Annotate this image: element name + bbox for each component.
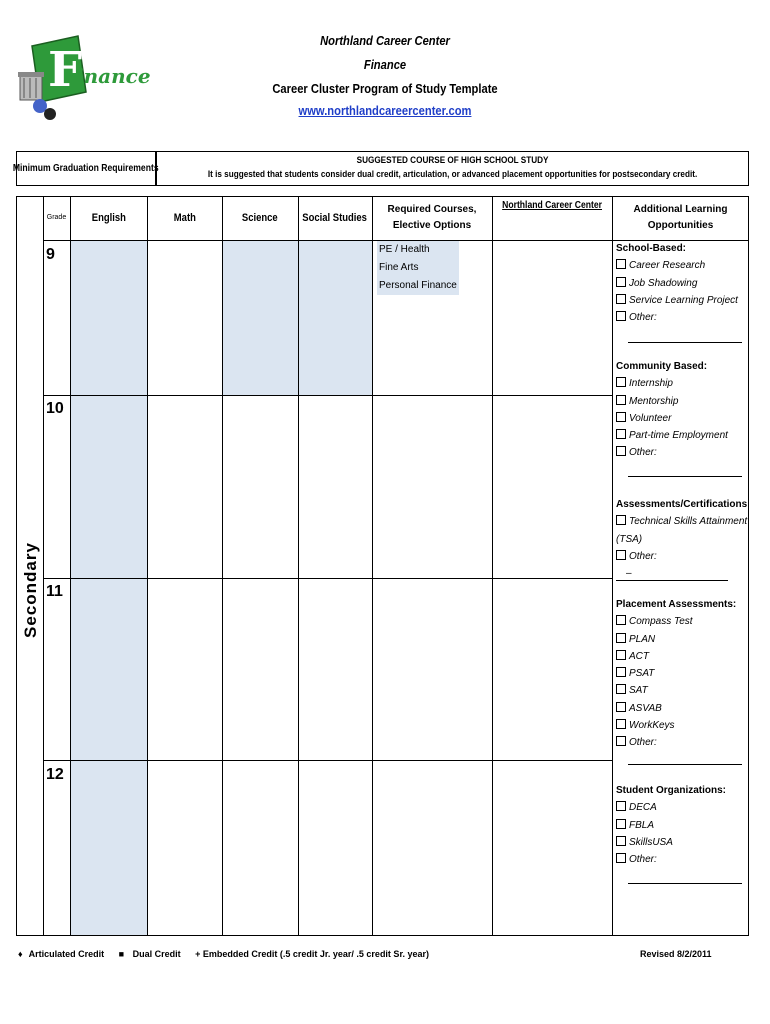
community-based-section <box>616 358 728 462</box>
checkbox-icon[interactable] <box>616 650 626 660</box>
org-name: Northland Career Center <box>320 33 450 48</box>
checkbox-label: Mentorship <box>629 395 679 407</box>
checkbox-label: SAT <box>629 685 648 697</box>
additional-label: Additional Learning Opportunities <box>633 204 728 231</box>
checkbox-label: Volunteer <box>629 412 672 424</box>
write-in-line[interactable] <box>628 764 742 765</box>
required-course: PE / Health <box>377 241 459 259</box>
col-header-northland <box>492 196 612 240</box>
checkbox-item[interactable] <box>616 444 728 461</box>
checkbox-icon[interactable] <box>616 801 626 811</box>
checkbox-label: Internship <box>629 378 673 390</box>
checkbox-icon[interactable] <box>616 446 626 456</box>
required-label: Required Courses, Elective Options <box>387 204 477 231</box>
grid-line <box>43 760 612 761</box>
checkbox-item[interactable] <box>616 393 728 410</box>
required-course: Fine Arts <box>377 259 459 277</box>
write-in-line[interactable] <box>616 580 728 581</box>
social-fill-9 <box>298 240 372 395</box>
checkbox-label: WorkKeys <box>629 720 675 732</box>
section-heading: School-Based: <box>616 243 687 254</box>
checkbox-label: Compass Test <box>629 616 693 628</box>
checkbox-label: FBLA <box>629 819 655 831</box>
checkbox-item[interactable] <box>616 257 738 274</box>
student-orgs-section <box>616 782 726 868</box>
grade-12: 12 <box>46 766 64 783</box>
suggested-note: It is suggested that students consider dual credit, articulation, or advanced placement opportunities for postsecondary credit. <box>207 169 698 180</box>
template-title: Career Cluster Program of Study Template <box>272 81 498 96</box>
checkbox-item[interactable] <box>616 292 738 309</box>
grade-9: 9 <box>46 246 55 263</box>
checkbox-label: Service Learning Project <box>629 294 738 306</box>
col-header-additional <box>612 196 749 240</box>
checkbox-icon[interactable] <box>616 259 626 269</box>
col-header-science <box>222 196 298 240</box>
grid-line <box>372 196 373 936</box>
write-in-line[interactable] <box>628 342 742 343</box>
embedded-credit-label: + Embedded Credit (.5 credit Jr. year/ .5 credit Sr. year) <box>195 949 429 959</box>
checkbox-item[interactable] <box>616 851 726 868</box>
checkbox-item[interactable] <box>616 700 736 717</box>
checkbox-icon[interactable] <box>616 412 626 422</box>
col-header-grade: Grade <box>46 214 67 221</box>
placement-section <box>616 596 736 752</box>
checkbox-icon[interactable] <box>616 633 626 643</box>
checkbox-label: Other: <box>629 312 657 324</box>
checkbox-icon[interactable] <box>616 294 626 304</box>
checkbox-label: ACT <box>629 650 649 662</box>
section-heading: Assessments/Certifications <box>616 499 748 510</box>
checkbox-label: SkillsUSA <box>629 836 673 848</box>
articulated-credit-label: Articulated Credit <box>28 949 105 959</box>
checkbox-icon[interactable] <box>616 429 626 439</box>
checkbox-label: PLAN <box>629 633 656 645</box>
checkbox-item[interactable] <box>616 309 738 326</box>
col-header-required <box>372 196 492 240</box>
checkbox-item[interactable] <box>616 648 736 665</box>
secondary-label: Secondary <box>21 542 40 638</box>
checkbox-item[interactable] <box>616 717 736 734</box>
grid-line <box>43 196 44 936</box>
dual-credit-label: Dual Credit <box>132 949 181 959</box>
english-fill <box>70 240 147 935</box>
checkbox-icon[interactable] <box>616 377 626 387</box>
checkbox-icon[interactable] <box>616 819 626 829</box>
section-heading: Community Based: <box>616 361 708 372</box>
checkbox-item[interactable] <box>616 513 770 548</box>
checkbox-label: Job Shadowing <box>629 277 698 289</box>
logo-text: inance <box>76 64 151 88</box>
checkbox-icon[interactable] <box>616 836 626 846</box>
grid-line <box>492 196 493 936</box>
checkbox-item[interactable] <box>616 734 736 751</box>
grid-line <box>147 196 148 936</box>
write-in-line[interactable] <box>628 883 742 884</box>
checkbox-label: Career Research <box>629 260 706 272</box>
checkbox-icon[interactable] <box>616 515 626 525</box>
revised-date: Revised 8/2/2011 <box>640 949 712 959</box>
credit-legend <box>18 949 435 959</box>
checkbox-icon[interactable] <box>616 719 626 729</box>
social-studies-label: Social Studies <box>302 212 368 224</box>
grade-10: 10 <box>46 400 64 417</box>
checkbox-item[interactable] <box>616 410 728 427</box>
checkbox-item[interactable] <box>616 427 728 444</box>
website-link[interactable]: www.northlandcareercenter.com <box>298 103 472 118</box>
checkbox-label: PSAT <box>629 668 655 680</box>
required-course: Personal Finance <box>377 277 459 295</box>
math-label: Math <box>173 212 196 224</box>
checkbox-item[interactable] <box>616 375 728 392</box>
write-in-line[interactable] <box>628 476 742 477</box>
checkbox-icon[interactable] <box>616 277 626 287</box>
min-grad-label: Minimum Graduation Requirements <box>13 163 159 174</box>
grid-line <box>70 196 71 936</box>
grid-line <box>298 196 299 936</box>
assessments-section <box>616 496 770 582</box>
logo-letter: F <box>48 42 83 98</box>
checkbox-item[interactable] <box>616 817 726 834</box>
checkbox-icon[interactable] <box>616 684 626 694</box>
checkbox-item[interactable] <box>616 275 738 292</box>
checkbox-icon[interactable] <box>616 702 626 712</box>
section-heading: Placement Assessments: <box>616 599 737 610</box>
checkbox-label: Other: <box>629 854 657 866</box>
finance-logo <box>14 34 151 126</box>
checkbox-label: ASVAB <box>629 702 662 714</box>
checkbox-item[interactable] <box>616 682 736 699</box>
dash-mark: – <box>626 568 632 580</box>
school-based-section <box>616 240 738 326</box>
checkbox-item[interactable] <box>616 631 736 648</box>
diamond-icon: ♦ <box>18 949 23 959</box>
suggested-title: SUGGESTED COURSE OF HIGH SCHOOL STUDY <box>356 155 549 166</box>
northland-label: Northland Career Center <box>502 200 602 211</box>
checkbox-label: DECA <box>629 802 657 814</box>
checkbox-label: Other: <box>629 550 657 562</box>
checkbox-item[interactable] <box>616 799 726 816</box>
checkbox-item[interactable] <box>616 834 726 851</box>
checkbox-item[interactable] <box>616 665 736 682</box>
col-header-english <box>70 196 147 240</box>
science-label: Science <box>242 212 278 224</box>
min-grad-requirements <box>13 151 159 186</box>
checkbox-label: Other: <box>629 737 657 749</box>
grade-11: 11 <box>46 583 63 600</box>
checkbox-icon[interactable] <box>616 550 626 560</box>
grid-line <box>43 395 612 396</box>
checkbox-item[interactable] <box>616 548 770 565</box>
grid-line <box>43 240 612 241</box>
checkbox-label: Part-time Employment <box>629 430 728 442</box>
checkbox-icon[interactable] <box>616 395 626 405</box>
checkbox-icon[interactable] <box>616 853 626 863</box>
heading-colon: : <box>747 499 750 510</box>
checkbox-label: Other: <box>629 447 657 459</box>
english-label: English <box>91 212 126 224</box>
checkbox-item[interactable] <box>616 613 736 630</box>
grid-line <box>222 196 223 936</box>
checkbox-label: Technical Skills Attainment (TSA) <box>616 516 748 545</box>
checkbox-icon[interactable] <box>616 615 626 625</box>
section-heading: Student Organizations: <box>616 785 726 796</box>
suggested-study-box <box>156 151 749 186</box>
checkbox-icon[interactable] <box>616 311 626 321</box>
grid-line <box>612 196 613 936</box>
square-icon: ■ <box>118 949 125 959</box>
checkbox-icon[interactable] <box>616 736 626 746</box>
science-fill-9 <box>222 240 298 395</box>
checkbox-icon[interactable] <box>616 667 626 677</box>
col-header-math <box>147 196 222 240</box>
col-header-social-studies <box>298 196 372 240</box>
grid-line <box>43 578 612 579</box>
required-courses-list <box>377 241 459 295</box>
cluster-name: Finance <box>363 57 407 72</box>
